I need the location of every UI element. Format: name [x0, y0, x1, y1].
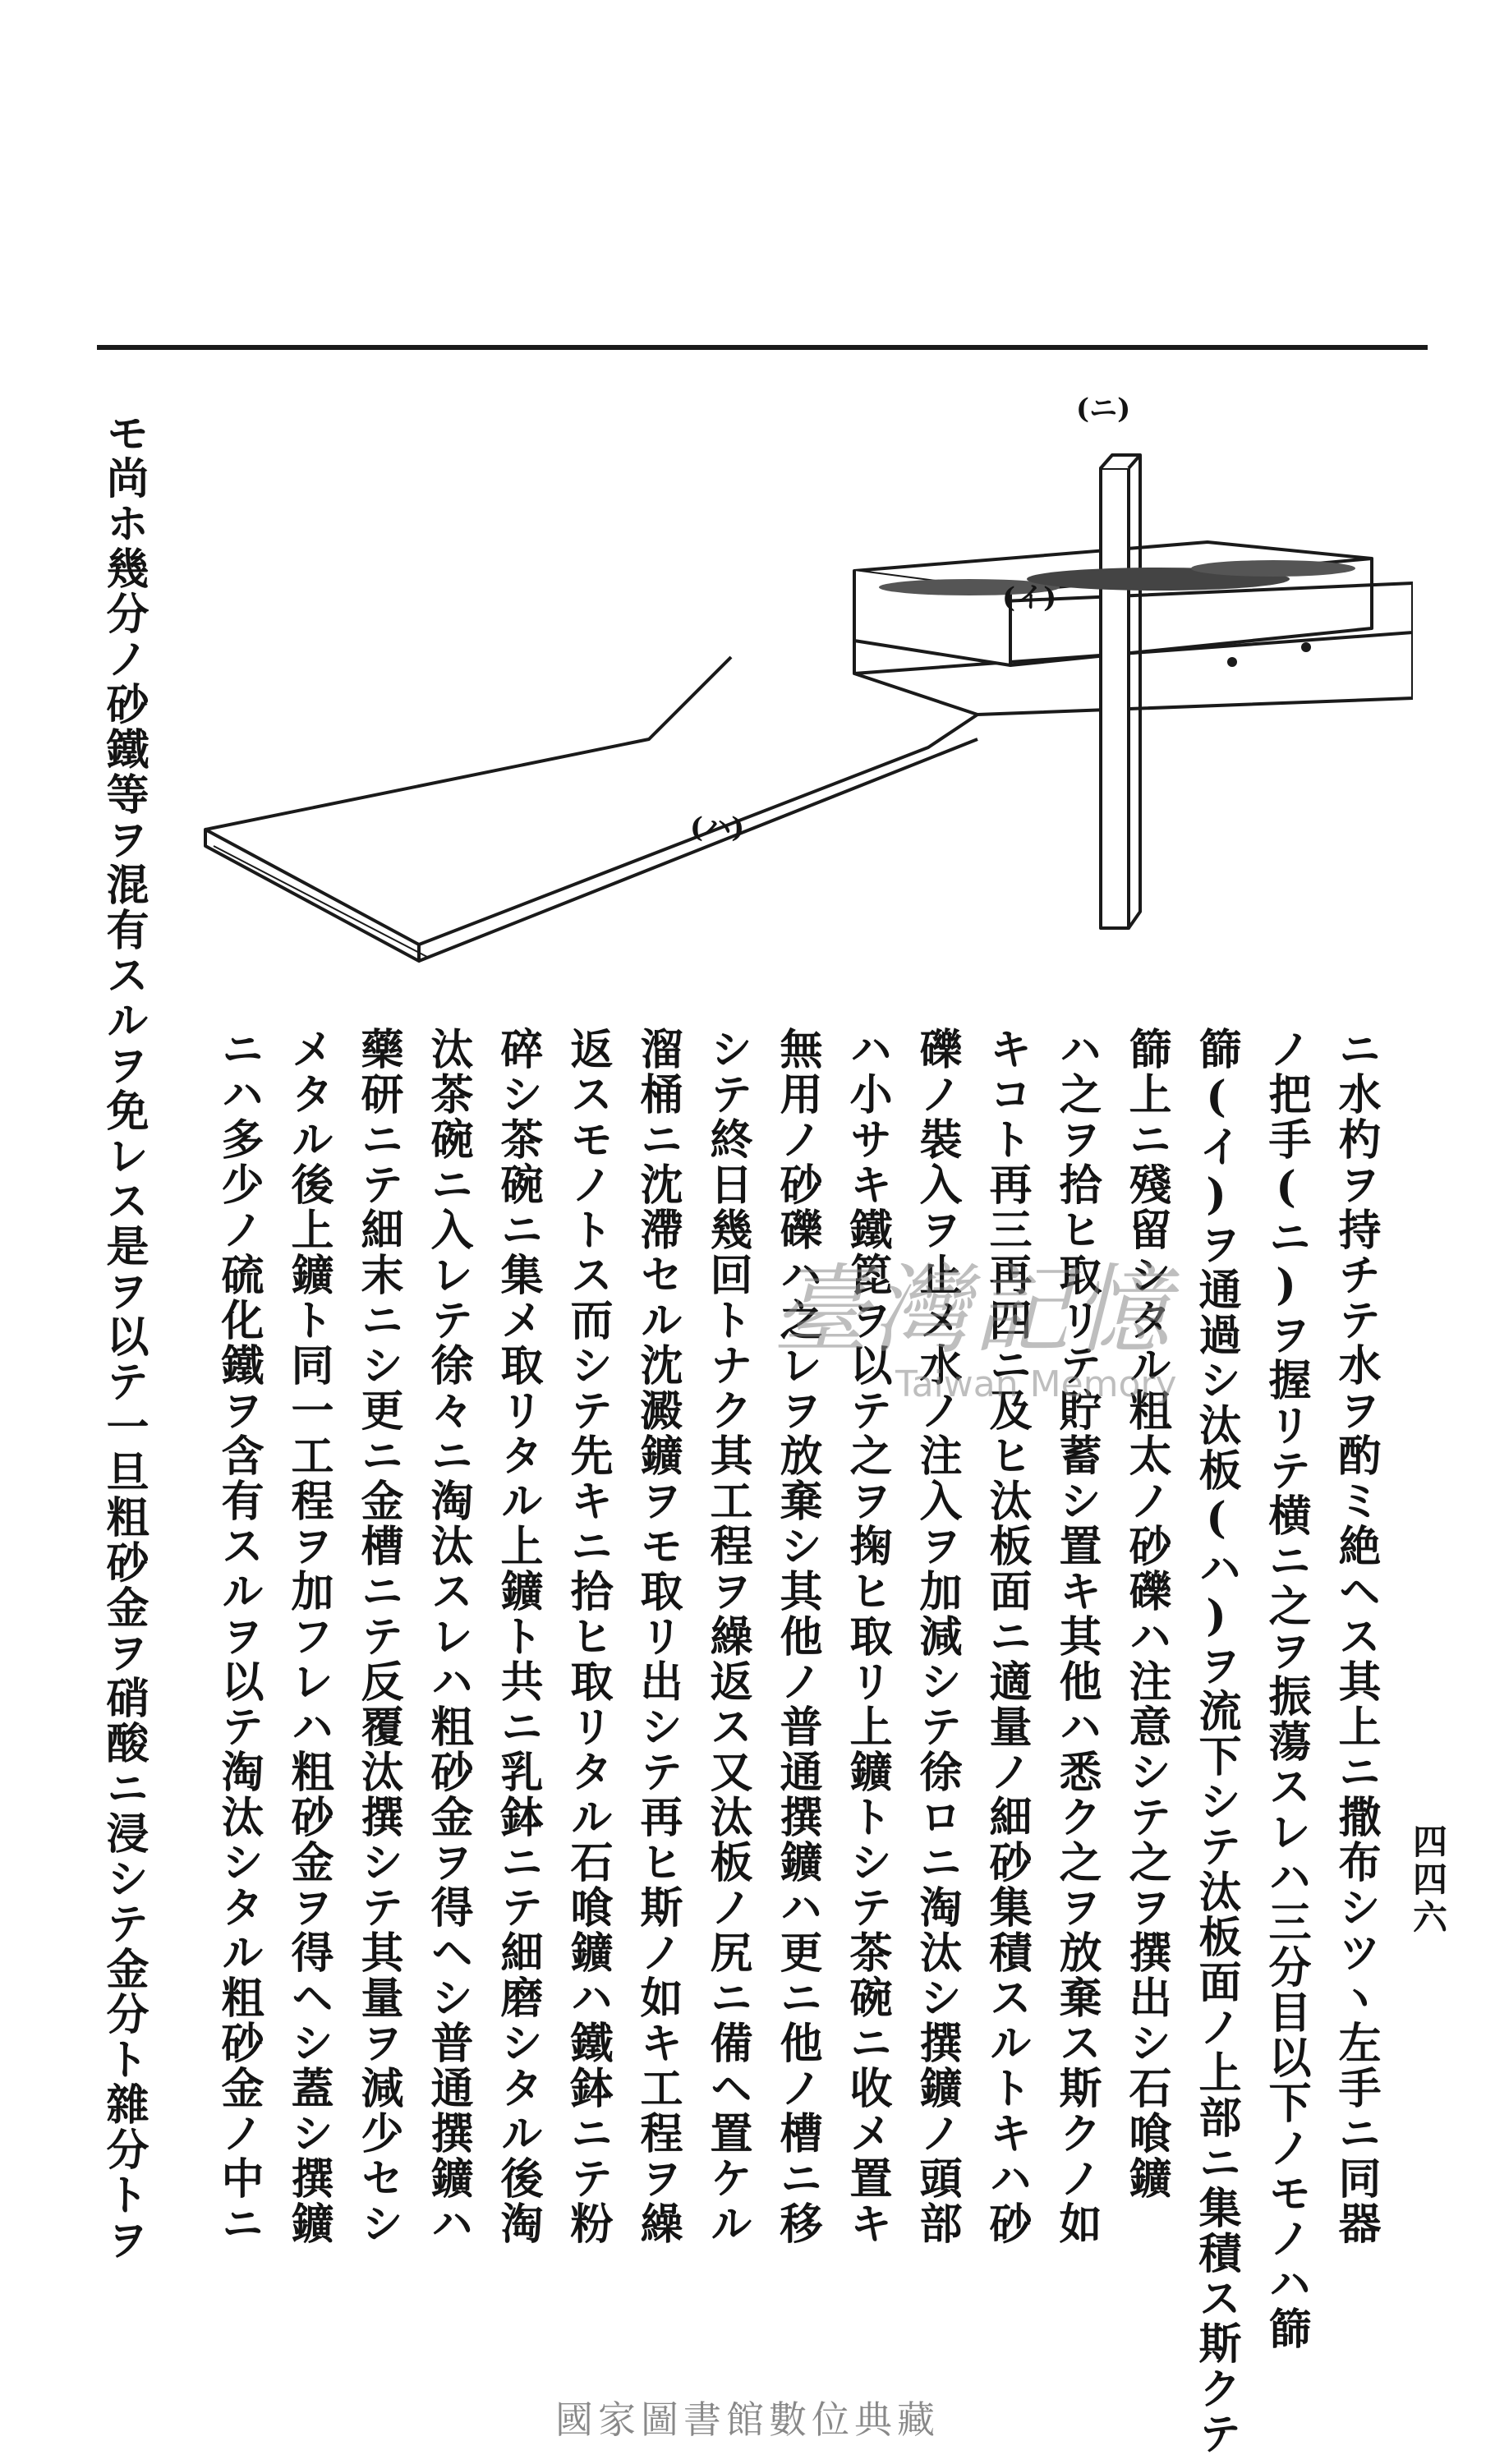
- text-column-13: 碎シ茶碗ニ集メ取リタル上鑛ト共ニ乳鉢ニテ細磨シタル後淘: [493, 1027, 543, 2246]
- text-column-1: ニ水杓ヲ持チテ水ヲ酌ミ絶ヘス其上ニ撒布シツヽ左手ニ同器: [1331, 1027, 1381, 2246]
- text-column-3: 篩(イ)ヲ通過シ汰板(ハ)ヲ流下シテ汰板面ノ上部ニ集積ス斯クテ: [1191, 1027, 1241, 2457]
- text-column-11: 溜桶ニ沈滯セル沈澱鑛ヲモ取リ出シテ再ヒ斯ノ如キ工程ヲ繰: [632, 1027, 683, 2246]
- text-column-16: メタル後上鑛ト同一工程ヲ加フレハ粗砂金ヲ得ヘシ蓋シ撰鑛: [283, 1027, 334, 2246]
- text-column-9: 無用ノ砂礫ハ之レヲ放棄シ其他ノ普通撰鑛ハ更ニ他ノ槽ニ移: [772, 1027, 822, 2246]
- text-column-4: 篩上ニ殘留シタル粗太ノ砂礫ハ注意シテ之ヲ撰出シ石喰鑛: [1121, 1027, 1171, 2201]
- header-rule: [97, 345, 1428, 350]
- watermark: [772, 1232, 1331, 1429]
- figure-label-ni: (ニ): [1076, 393, 1131, 425]
- text-column-6: キコト再三再四ニ及ヒ汰板面ニ適量ノ細砂集積スルトキハ砂: [982, 1027, 1032, 2246]
- text-column-12: 返スモノトス而シテ先キニ拾ヒ取リタル石喰鑛ハ鐵鉢ニテ粉: [563, 1027, 613, 2246]
- page-number: 四四六: [1408, 1823, 1448, 1937]
- footer-credit: 國家圖書館數位典藏: [555, 2397, 940, 2442]
- text-column-5: ハ之ヲ拾ヒ取リテ貯蓄シ置キ其他ハ悉ク之ヲ放棄ス斯クノ如: [1051, 1027, 1102, 2246]
- text-column-18: モ尚ホ幾分ノ砂鐵等ヲ混有スルヲ免レス是ヲ以テ一旦粗砂金ヲ硝酸ニ浸シテ金分ト雜分トヲ: [99, 411, 149, 2263]
- watermark-subtitle: Taiwan Memory: [895, 1363, 1177, 1405]
- figure-label-ha: (ハ): [690, 811, 745, 844]
- watermark-title: 臺灣記憶: [772, 1253, 1174, 1367]
- text-column-15: 藥研ニテ細末ニシ更ニ金槽ニテ反覆汰撰シテ其量ヲ減少セシ: [353, 1027, 403, 2246]
- figure-label-i: (イ): [1002, 582, 1057, 614]
- text-column-8: ハ小サキ鐵箆ヲ以テ之ヲ掬ヒ取リ上鑛トシテ茶碗ニ收メ置キ: [842, 1027, 892, 2246]
- text-column-10: シテ終日幾回トナク其工程ヲ繰返ス又汰板ノ尻ニ備ヘ置ケル: [702, 1027, 752, 2246]
- text-column-17: ニハ多少ノ硫化鐵ヲ含有スルヲ以テ淘汰シタル粗砂金ノ中ニ: [214, 1027, 264, 2246]
- text-column-2: ノ把手(ニ)ヲ握リテ横ニ之ヲ振蕩スレハ三分目以下ノモノハ篩: [1261, 1027, 1311, 2351]
- text-column-7: 礫ノ裝入ヲ止メ水ノ注入ヲ加減シテ徐ロニ淘汰シ撰鑛ノ頭部: [912, 1027, 962, 2246]
- text-column-14: 汰茶碗ニ入レテ徐々ニ淘汰スレハ粗砂金ヲ得ヘシ普通撰鑛ハ: [423, 1027, 473, 2246]
